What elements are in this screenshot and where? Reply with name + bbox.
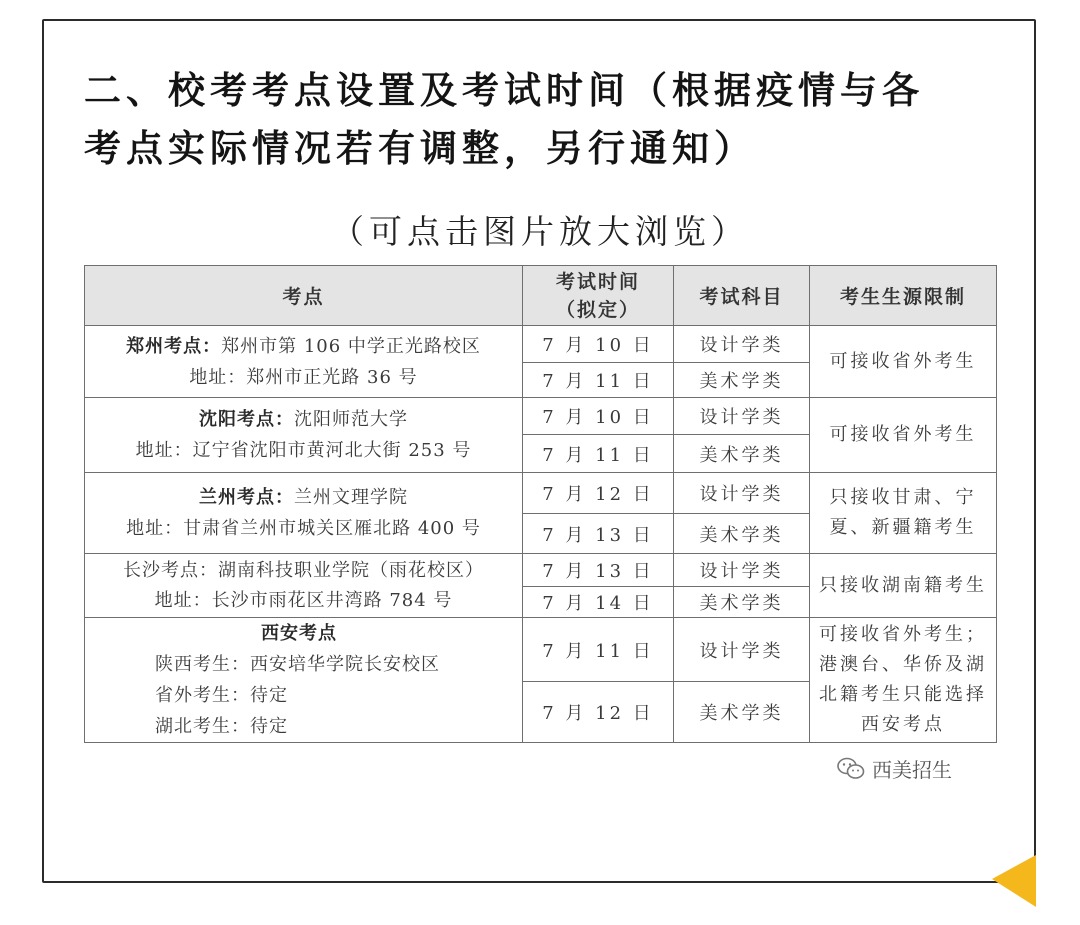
table-row (85, 554, 997, 587)
exam-date: 7 月 10 日 (523, 326, 674, 363)
exam-schedule-table[interactable] (84, 265, 997, 743)
table-header-row (85, 266, 997, 326)
header-limit: 考生生源限制 (810, 266, 997, 326)
exam-subject: 设计学类 (674, 554, 810, 587)
exam-subject: 美术学类 (674, 363, 810, 398)
site-xian: 西安考点 陕西考生：西安培华学院长安校区 省外考生：待定 湖北考生：待定 (85, 618, 523, 743)
table-row (85, 473, 997, 514)
exam-subject: 设计学类 (674, 473, 810, 514)
site-lanzhou: 兰州考点：兰州文理学院 地址：甘肃省兰州市城关区雁北路 400 号 (85, 473, 523, 554)
table-row (85, 618, 997, 682)
exam-date: 7 月 11 日 (523, 435, 674, 473)
exam-date: 7 月 12 日 (523, 682, 674, 743)
header-subject: 考试科目 (674, 266, 810, 326)
exam-subject: 设计学类 (674, 398, 810, 435)
title-line-1: 二、校考考点设置及考试时间（根据疫情与各 (84, 69, 924, 112)
exam-date: 7 月 14 日 (523, 587, 674, 618)
exam-subject: 美术学类 (674, 514, 810, 554)
zoom-hint: （可点击图片放大浏览） (331, 212, 749, 251)
table-row (85, 398, 997, 435)
title-line-2: 考点实际情况若有调整，另行通知） (84, 127, 756, 170)
source-limit: 只接收湖南籍考生 (810, 554, 997, 618)
corner-arrow-icon (992, 855, 1036, 907)
table-row (85, 326, 997, 363)
source-limit: 可接收省外考生 (810, 398, 997, 473)
site-zhengzhou: 郑州考点：郑州市第 106 中学正光路校区 地址：郑州市正光路 36 号 (85, 326, 523, 398)
exam-date: 7 月 10 日 (523, 398, 674, 435)
exam-date: 7 月 12 日 (523, 473, 674, 514)
header-time: 考试时间 （拟定） (523, 266, 674, 326)
exam-date: 7 月 11 日 (523, 363, 674, 398)
source-limit: 可接收省外考生 (810, 326, 997, 398)
exam-subject: 美术学类 (674, 587, 810, 618)
exam-date: 7 月 13 日 (523, 514, 674, 554)
exam-subject: 设计学类 (674, 326, 810, 363)
header-site: 考点 (85, 266, 523, 326)
exam-date: 7 月 11 日 (523, 618, 674, 682)
exam-date: 7 月 13 日 (523, 554, 674, 587)
site-shenyang: 沈阳考点：沈阳师范大学 地址：辽宁省沈阳市黄河北大街 253 号 (85, 398, 523, 473)
watermark-text: 西美招生 (872, 758, 952, 782)
exam-subject: 设计学类 (674, 618, 810, 682)
watermark (836, 754, 952, 783)
source-limit: 只接收甘肃、宁 夏、新疆籍考生 (810, 473, 997, 554)
exam-subject: 美术学类 (674, 682, 810, 743)
wechat-icon (836, 756, 866, 782)
site-changsha: 长沙考点：湖南科技职业学院（雨花校区） 地址：长沙市雨花区井湾路 784 号 (85, 554, 523, 618)
page-title (84, 62, 1014, 178)
exam-subject: 美术学类 (674, 435, 810, 473)
source-limit: 可接收省外考生； 港澳台、华侨及湖 北籍考生只能选择 西安考点 (810, 618, 997, 743)
